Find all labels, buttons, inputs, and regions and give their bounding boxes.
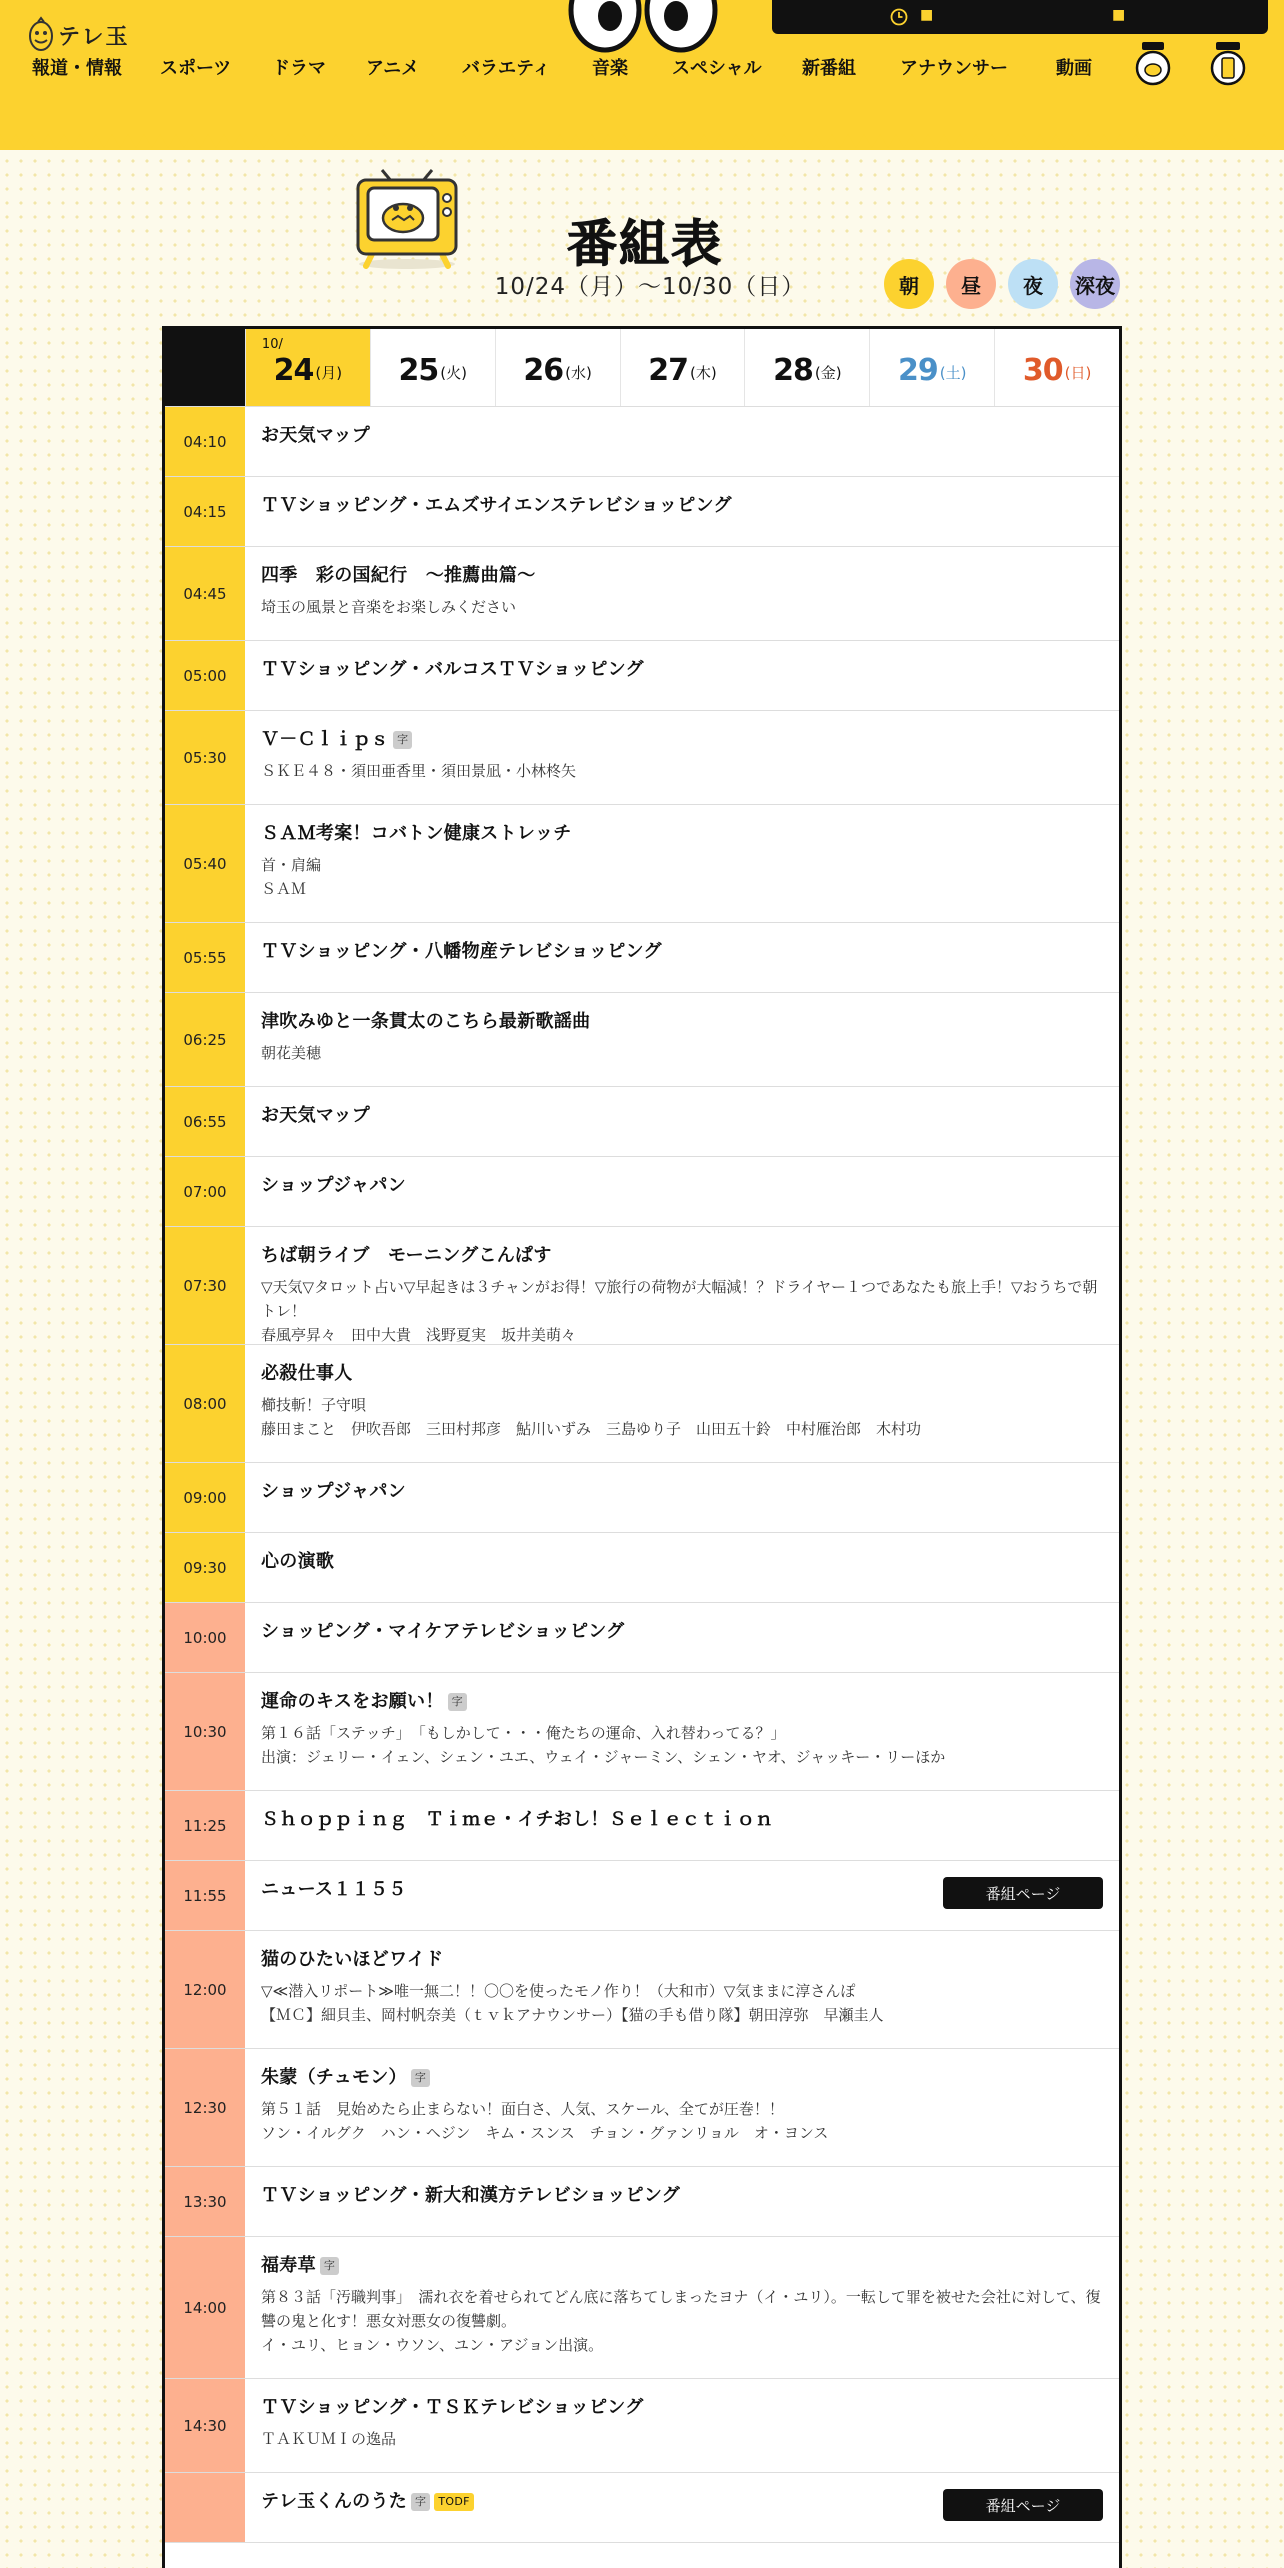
program-title-line — [261, 1621, 1103, 1643]
program-time: 05:55 — [165, 923, 245, 992]
program-row[interactable] — [165, 923, 1119, 993]
program-time: 06:55 — [165, 1087, 245, 1156]
program-time: 04:15 — [165, 477, 245, 546]
program-time: 07:00 — [165, 1157, 245, 1226]
program-info — [245, 1087, 1119, 1156]
program-info — [245, 2049, 1119, 2166]
program-time: 12:00 — [165, 1931, 245, 2048]
program-info — [245, 641, 1119, 710]
program-row[interactable] — [165, 1861, 1119, 1931]
day-tabs-corner — [165, 329, 245, 406]
program-title-line — [261, 1809, 1103, 1831]
program-info — [245, 1157, 1119, 1226]
program-time: 11:25 — [165, 1791, 245, 1860]
program-time: 04:45 — [165, 547, 245, 640]
program-title-line — [261, 659, 1103, 681]
program-title[interactable]: ＴＶショッピング・バルコスＴＶショッピング — [261, 659, 644, 680]
program-title-line — [261, 941, 1103, 963]
program-row[interactable] — [165, 477, 1119, 547]
program-info — [245, 1861, 1119, 1930]
program-row[interactable] — [165, 1673, 1119, 1791]
program-title-line — [261, 823, 1103, 845]
program-title-line — [261, 1105, 1103, 1127]
program-row[interactable] — [165, 407, 1119, 477]
program-info — [245, 1791, 1119, 1860]
program-info — [245, 407, 1119, 476]
time-bar — [772, 0, 1268, 34]
program-title[interactable]: ショップジャパン — [261, 1481, 406, 1502]
program-row[interactable] — [165, 2379, 1119, 2473]
program-info — [245, 993, 1119, 1086]
day-tab-weekday: (木) — [690, 364, 717, 382]
program-title-line — [261, 2067, 1103, 2089]
day-tab-24[interactable] — [245, 329, 370, 406]
timeslot-evening-button[interactable]: 夜 — [1008, 259, 1058, 309]
program-row[interactable] — [165, 993, 1119, 1087]
program-description: 第８３話「汚職判事」 濡れ衣を着せられてどん底に落ちてしまったヨナ（イ・ユリ）。一転して罪を被せた会社に対して、復讐の鬼と化す！悪女対悪女の復讐劇。 イ・ユリ、ヒョン・ウソン、ユン・アジョン出演。 — [261, 2288, 1101, 2354]
program-title[interactable]: ＴＶショッピング・八幡物産テレビショッピング — [261, 941, 662, 962]
subtitle-badge: 字 — [448, 1693, 467, 1711]
program-title-line — [261, 1481, 1103, 1503]
program-time: 05:40 — [165, 805, 245, 922]
program-title[interactable]: Ｖ－Ｃｌｉｐｓ — [261, 729, 390, 750]
timeslot-noon-button[interactable]: 昼 — [946, 259, 996, 309]
nav-item-anime[interactable]: アニメ — [366, 58, 420, 79]
program-time: 14:30 — [165, 2379, 245, 2472]
program-info — [245, 1463, 1119, 1532]
site-logo[interactable] — [28, 16, 130, 54]
program-title[interactable]: 福寿草 — [261, 2255, 316, 2276]
program-row[interactable] — [165, 1157, 1119, 1227]
program-info — [245, 1931, 1119, 2048]
program-row[interactable] — [165, 1087, 1119, 1157]
nav-item-videos[interactable]: 動画 — [1056, 58, 1092, 79]
program-schedule — [162, 326, 1122, 2568]
program-info — [245, 2237, 1119, 2378]
header-zigzag-border — [0, 134, 1284, 154]
program-title[interactable]: ニュース１１５５ — [261, 1879, 407, 1900]
timeslot-late-night-button[interactable]: 深夜 — [1070, 259, 1120, 309]
program-info — [245, 1603, 1119, 1672]
program-description: ▽天気▽タロット占い▽早起きは３チャンがお得！▽旅行の荷物が大幅減！？ドライヤー１つであなたも旅上手！▽おうちで朝トレ！ 春風亭昇々 田中大貴 浅野夏実 坂井美萌々 — [261, 1278, 1098, 1344]
program-description: 朝花美穂 — [261, 1044, 322, 1062]
program-time: 09:30 — [165, 1533, 245, 1602]
program-time: 10:30 — [165, 1673, 245, 1790]
program-time: 12:30 — [165, 2049, 245, 2166]
program-title[interactable]: 運命のキスをお願い！ — [261, 1691, 444, 1712]
program-title[interactable]: 朱蒙（チュモン） — [261, 2067, 407, 2088]
day-tab-25[interactable] — [370, 329, 495, 406]
program-title-line — [261, 2397, 1103, 2419]
nav-item-new-programs[interactable]: 新番組 — [802, 58, 856, 79]
program-title[interactable]: Ｓｈｏｐｐｉｎｇ Ｔｉｍｅ・イチおし！Ｓｅｌｅｃｔｉｏｎ — [261, 1809, 774, 1830]
mascot-eyes-icon — [568, 0, 718, 60]
nav-item-announcers[interactable]: アナウンサー — [900, 58, 1008, 79]
program-info — [245, 1227, 1119, 1344]
program-title[interactable]: 猫のひたいほどワイド — [261, 1949, 444, 1970]
program-page-button[interactable]: 番組ページ — [943, 1877, 1103, 1909]
program-time: 05:30 — [165, 711, 245, 804]
program-time: 06:25 — [165, 993, 245, 1086]
program-title-line — [261, 425, 1103, 447]
day-tab-weekday: (火) — [440, 364, 467, 382]
program-info — [245, 1533, 1119, 1602]
day-tab-number: 26 — [523, 353, 564, 388]
day-tab-month: 10/ — [261, 337, 283, 352]
site-header — [0, 0, 1284, 150]
program-info — [245, 1673, 1119, 1790]
program-row[interactable] — [165, 711, 1119, 805]
program-title-line — [261, 1175, 1103, 1197]
program-title-line — [261, 1949, 1103, 1971]
day-tabs — [165, 329, 1119, 407]
todf-badge: TODF — [434, 2493, 473, 2511]
program-row[interactable] — [165, 1791, 1119, 1861]
program-info — [245, 477, 1119, 546]
program-title[interactable]: お天気マップ — [261, 425, 371, 446]
program-title-line — [261, 729, 1103, 751]
program-description: ＴＡＫＵＭＩの逸品 — [261, 2430, 397, 2448]
program-title[interactable]: ちば朝ライブ モーニングこんぱす — [261, 1245, 552, 1266]
program-time — [165, 2473, 245, 2542]
mascot-logo-icon — [28, 16, 54, 54]
tv-mascot-icon — [352, 168, 462, 270]
program-info — [245, 2167, 1119, 2236]
program-info — [245, 547, 1119, 640]
program-description: ▽≪潜入リポート≫唯一無二！！〇〇を使ったモノ作り！（大和市）▽気ままに淳さんぽ 【ＭＣ】細貝圭、岡村帆奈美（ｔｖｋアナウンサー）【猫の手も借り隊】朝田淳弥 早瀬圭人 — [261, 1982, 884, 2024]
program-time: 10:00 — [165, 1603, 245, 1672]
nav-item-sports[interactable]: スポーツ — [160, 58, 232, 79]
program-description: 第５１話 見始めたら止まらない！面白さ、人気、スケール、全てが圧巻！！ ソン・イルグク ハン・ヘジン キム・スンス チョン・グァンリョル オ・ヨンス — [261, 2100, 829, 2142]
logo-text: テレ玉 — [58, 24, 130, 50]
teletama-kun-badge-icon[interactable] — [1134, 38, 1172, 86]
program-title-line — [261, 1691, 1103, 1713]
page-title: 番組表 — [567, 215, 723, 273]
program-page-button[interactable]: 番組ページ — [943, 2489, 1103, 2521]
program-time: 13:30 — [165, 2167, 245, 2236]
program-title[interactable]: ＴＶショッピング・エムズサイエンステレビショッピング — [261, 495, 732, 516]
program-row[interactable] — [165, 2237, 1119, 2379]
program-description: 埼玉の風景と音楽をお楽しみください — [261, 598, 517, 616]
program-time: 08:00 — [165, 1345, 245, 1462]
program-info — [245, 1345, 1119, 1462]
program-title[interactable]: ＴＶショッピング・ＴＳＫテレビショッピング — [261, 2397, 644, 2418]
day-tab-29[interactable] — [869, 329, 994, 406]
program-description: ＳＫＥ４８・須田亜香里・須田景凪・小林柊矢 — [261, 762, 577, 780]
program-title-line — [261, 1245, 1103, 1267]
program-title-line — [261, 565, 1103, 587]
program-time: 05:00 — [165, 641, 245, 710]
day-tab-weekday: (日) — [1064, 364, 1092, 382]
program-info — [245, 711, 1119, 804]
day-tab-weekday: (水) — [565, 364, 592, 382]
program-time: 14:00 — [165, 2237, 245, 2378]
program-title[interactable]: テレ玉くんのうた — [261, 2491, 408, 2512]
program-title[interactable]: ショッピング・マイケアテレビショッピング — [261, 1621, 625, 1642]
day-tab-weekday: (月) — [315, 364, 343, 382]
program-title-line — [261, 2185, 1103, 2207]
day-tab-number: 30 — [1022, 353, 1063, 388]
day-tab-number: 27 — [648, 353, 688, 388]
program-row[interactable] — [165, 1463, 1119, 1533]
program-description: 首・肩編 ＳＡＭ — [261, 856, 322, 898]
program-row[interactable] — [165, 1227, 1119, 1345]
program-title-line — [261, 495, 1103, 517]
program-title-line — [261, 1011, 1103, 1033]
program-list — [165, 407, 1119, 2543]
program-description: 櫛技斬！子守唄 藤田まこと 伊吹吾郎 三田村邦彦 鮎川いずみ 三島ゆり子 山田五十鈴 中村雁治郎 木村功 — [261, 1396, 922, 1438]
subtitle-badge: 字 — [320, 2257, 339, 2275]
subtitle-badge: 字 — [393, 731, 412, 749]
nav-item-special[interactable]: スペシャル — [672, 58, 762, 79]
nav-item-drama[interactable]: ドラマ — [272, 58, 326, 79]
nav-item-variety[interactable]: バラエティ — [462, 58, 551, 79]
program-row[interactable] — [165, 1603, 1119, 1673]
program-title[interactable]: 心の演歌 — [261, 1551, 335, 1572]
subtitle-badge: 字 — [411, 2493, 430, 2511]
day-tab-27[interactable] — [620, 329, 745, 406]
time-bar-mark-right: ■ — [1112, 7, 1126, 23]
program-title[interactable]: 津吹みゆと一条貫太のこちら最新歌謡曲 — [261, 1011, 591, 1032]
program-title[interactable]: ショップジャパン — [261, 1175, 406, 1196]
program-title[interactable]: 四季 彩の国紀行 ～推薦曲篇～ — [261, 565, 536, 586]
nav-item-news[interactable]: 報道・情報 — [32, 58, 122, 79]
clock-icon — [890, 8, 908, 26]
program-title[interactable]: お天気マップ — [261, 1105, 371, 1126]
program-row[interactable] — [165, 805, 1119, 923]
program-title-line — [261, 1551, 1103, 1573]
program-time: 04:10 — [165, 407, 245, 476]
program-info — [245, 923, 1119, 992]
program-title[interactable]: ＳＡＭ考案！コバトン健康ストレッチ — [261, 823, 572, 844]
program-row[interactable] — [165, 1533, 1119, 1603]
day-tab-weekday: (金) — [814, 364, 842, 382]
day-tab-number: 29 — [898, 353, 938, 388]
program-row[interactable] — [165, 1931, 1119, 2049]
day-tab-28[interactable] — [744, 329, 869, 406]
day-tab-26[interactable] — [495, 329, 620, 406]
program-row[interactable] — [165, 547, 1119, 641]
day-tab-30[interactable] — [994, 329, 1119, 406]
program-time: 11:55 — [165, 1861, 245, 1930]
program-info — [245, 2379, 1119, 2472]
date-range: 10/24（月）〜10/30（日） — [494, 274, 806, 300]
subtitle-badge: 字 — [411, 2069, 430, 2087]
program-description: 第１６話「ステッチ」 「もしかして・・・俺たちの運命、入れ替わってる？」 出演：ジェリー・イェン、シェン・ユエ、ウェイ・ジャーミン、シェン・ヤオ、ジャッキー・リーほか — [261, 1724, 946, 1766]
program-title-line — [261, 2255, 1103, 2277]
timeslot-morning-button[interactable]: 朝 — [884, 259, 934, 309]
program-title[interactable]: ＴＶショッピング・新大和漢方テレビショッピング — [261, 2185, 681, 2206]
day-tab-number: 28 — [773, 353, 813, 388]
program-row[interactable] — [165, 1345, 1119, 1463]
program-row[interactable] — [165, 2473, 1119, 2543]
nav-item-music[interactable]: 音楽 — [592, 58, 628, 79]
day-tab-number: 24 — [273, 353, 314, 388]
program-info — [245, 2473, 1119, 2542]
time-bar-mark-left: ■ — [920, 7, 934, 23]
main-nav — [0, 54, 1284, 84]
program-title[interactable]: 必殺仕事人 — [261, 1363, 353, 1384]
day-tab-number: 25 — [398, 353, 439, 388]
teletama-app-badge-icon[interactable] — [1208, 38, 1248, 86]
program-title-line — [261, 1363, 1103, 1385]
day-tab-weekday: (土) — [939, 364, 967, 382]
program-row[interactable] — [165, 641, 1119, 711]
program-row[interactable] — [165, 2167, 1119, 2237]
program-info — [245, 805, 1119, 922]
program-row[interactable] — [165, 2049, 1119, 2167]
program-time: 07:30 — [165, 1227, 245, 1344]
program-time: 09:00 — [165, 1463, 245, 1532]
